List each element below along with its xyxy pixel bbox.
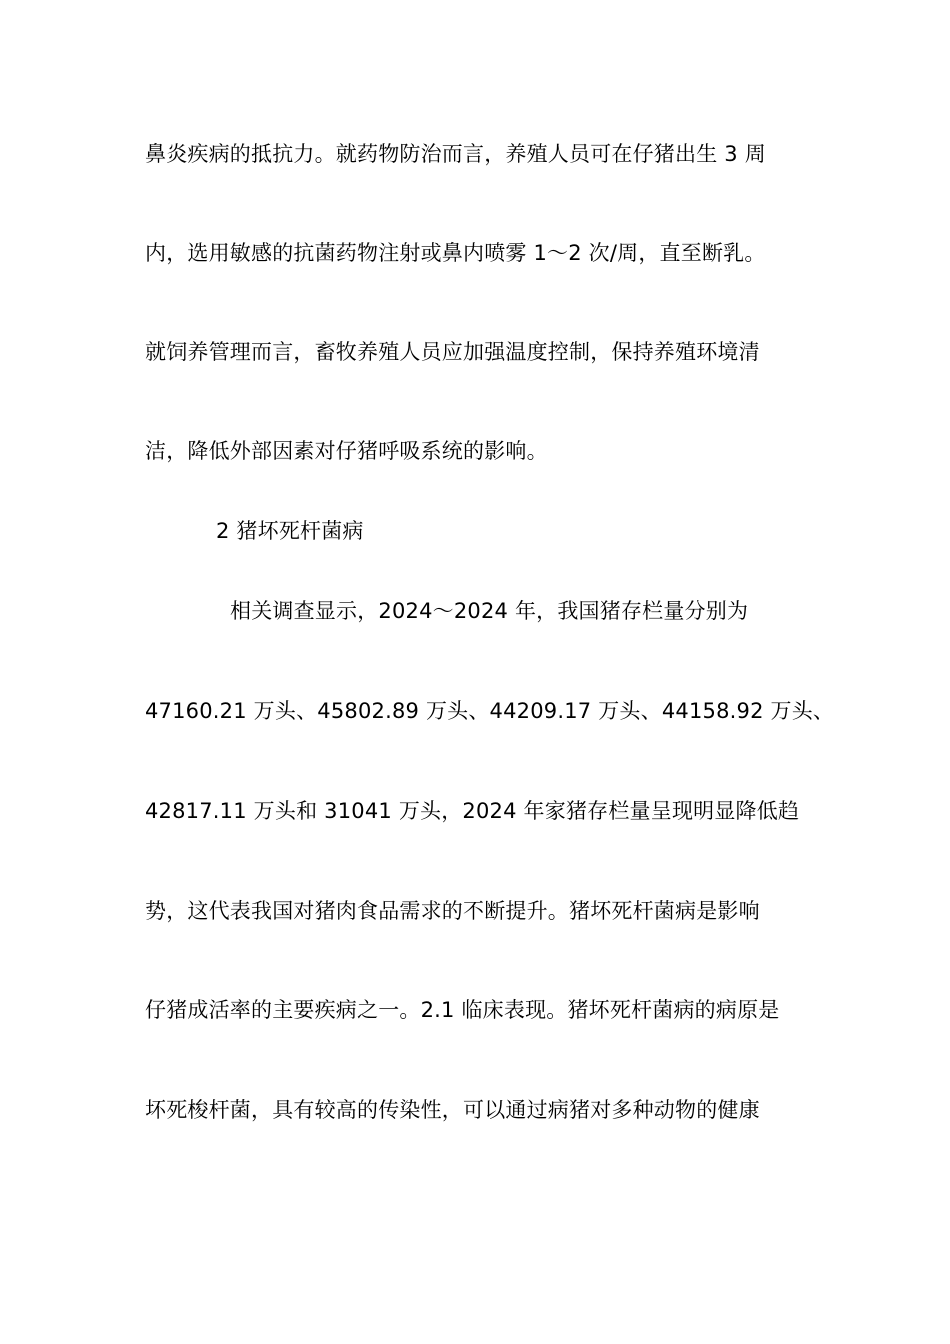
- section-heading: 2 猪坏死杆菌病: [216, 519, 364, 543]
- paragraph-line-9: 势，这代表我国对猪肉食品需求的不断提升。猪坏死杆菌病是影响: [145, 899, 760, 923]
- paragraph-line-6: 相关调查显示，2024～2024 年，我国猪存栏量分别为: [230, 599, 749, 623]
- paragraph-line-4: 洁，降低外部因素对仔猪呼吸系统的影响。: [145, 439, 548, 463]
- paragraph-line-8: 42817.11 万头和 31041 万头，2024 年家猪存栏量呈现明显降低趋: [145, 799, 800, 823]
- paragraph-line-3: 就饲养管理而言，畜牧养殖人员应加强温度控制，保持养殖环境清: [145, 340, 760, 364]
- paragraph-line-1: 鼻炎疾病的抵抗力。就药物防治而言，养殖人员可在仔猪出生 3 周: [145, 142, 766, 166]
- paragraph-line-7: 47160.21 万头、45802.89 万头、44209.17 万头、44158.92 万头、: [145, 699, 835, 723]
- paragraph-line-11: 坏死梭杆菌，具有较高的传染性，可以通过病猪对多种动物的健康: [145, 1098, 760, 1122]
- paragraph-line-10: 仔猪成活率的主要疾病之一。2.1 临床表现。猪坏死杆菌病的病原是: [145, 998, 780, 1022]
- paragraph-line-2: 内，选用敏感的抗菌药物注射或鼻内喷雾 1～2 次/周，直至断乳。: [145, 241, 766, 265]
